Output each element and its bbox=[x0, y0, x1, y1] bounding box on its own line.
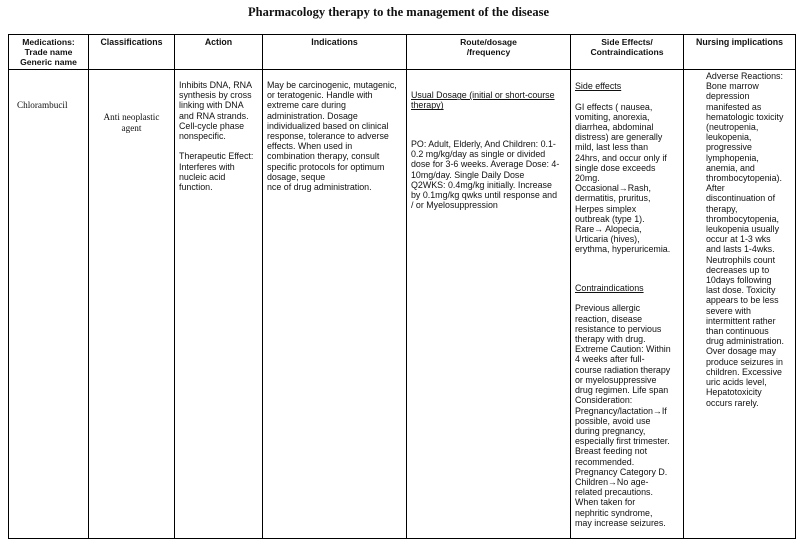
indications-text: May be carcinogenic, mutagenic, or teratogenic. Handle with extreme care during administration. Dosage individualized based on clinical response, tolerance to adverse effects. When used in combination therapy, consult specific protocols for optimum dosage, seque nce of drug administration. bbox=[267, 80, 397, 193]
table-row bbox=[9, 70, 796, 539]
header-action: Action bbox=[175, 35, 263, 70]
cell-nursing-implications bbox=[684, 70, 796, 539]
header-medications: Medications: Trade name Generic name bbox=[9, 35, 89, 70]
page-title: Pharmacology therapy to the management of the disease bbox=[248, 5, 549, 19]
action-text: Inhibits DNA, RNA synthesis by cross linking with DNA and RNA strands. Cell-cycle phase nonspecific. Therapeutic Effect: Interferes with nucleic acid function. bbox=[179, 80, 254, 193]
side-effects-heading: Side effects bbox=[575, 81, 622, 92]
cell-action bbox=[175, 70, 263, 539]
cell-side-effects bbox=[571, 70, 684, 539]
side-effects-text: GI effects ( nausea, vomiting, anorexia, diarrhea, abdominal distress) are generally mild, last less than 24hrs, and occur only if single dose exceeds 20mg. Occasional→Rash, dermatitis, pruritus, Herpes simplex outbreak (type 1). Rare→ Alopecia, Urticaria (hives), erythma, hyperuricemia. bbox=[575, 101, 671, 255]
header-classifications: Classifications bbox=[89, 35, 175, 70]
pharmacology-table bbox=[8, 34, 796, 539]
classification-text: Anti neoplastic agent bbox=[103, 112, 160, 133]
header-nursing-implications: Nursing implications bbox=[684, 35, 796, 70]
cell-indications bbox=[263, 70, 407, 539]
contraindications-text: Previous allergic reaction, disease resistance to pervious therapy with drug. Extreme Caution: Within 4 weeks after full- course radiation therapy or myelosuppressive drug regimen. Life span Consideration: Pregnancy/lactation→If possible, avoid use during pregnancy, especially first trimester. Breast feeding not recommended. Pregnancy Category D. Children→No age- related precautions. When taken for nephritic syndrome, may increase seizures. bbox=[575, 303, 671, 528]
contraindications-heading: Contraindications bbox=[575, 283, 644, 294]
medication-name: Chlorambucil bbox=[17, 100, 68, 110]
header-side-effects: Side Effects/ Contraindications bbox=[571, 35, 684, 70]
route-dosage-text: PO: Adult, Elderly, And Children: 0.1- 0.2 mg/kg/day as single or divided dose for 3-6 weeks. Average Dose: 4- 10mg/day. Single Daily Dose Q2WKS: 0.4mg/kg initially. Increase by 0.1mg/kg qwks until response and / or Myelosuppression bbox=[411, 139, 560, 211]
nursing-text: Adverse Reactions: Bone marrow depression manifested as hematologic toxicity (neutropenia, leukopenia, progressive lymphopenia, anemia, and thrombocytopenia). After discontinuation of therapy, thrombocytopenia, leukopenia usually occur at 1-3 wks and lasts 1-4wks. Neutrophils count decreases up to 10days following last dose. Toxicity appears to be less severe with intermittent rather than continuous drug administration. Over dosage may produce seizures in children. Excessive uric acids level, Hepatotoxicity occurs rarely. bbox=[706, 71, 784, 408]
cell-classification bbox=[89, 70, 175, 539]
header-route-dosage: Route/dosage /frequency bbox=[407, 35, 571, 70]
usual-dosage-heading: Usual Dosage (initial or short-course therapy) bbox=[411, 90, 555, 111]
header-row bbox=[9, 35, 796, 70]
header-indications: Indications bbox=[263, 35, 407, 70]
cell-medication bbox=[9, 70, 89, 539]
cell-route-dosage bbox=[407, 70, 571, 539]
